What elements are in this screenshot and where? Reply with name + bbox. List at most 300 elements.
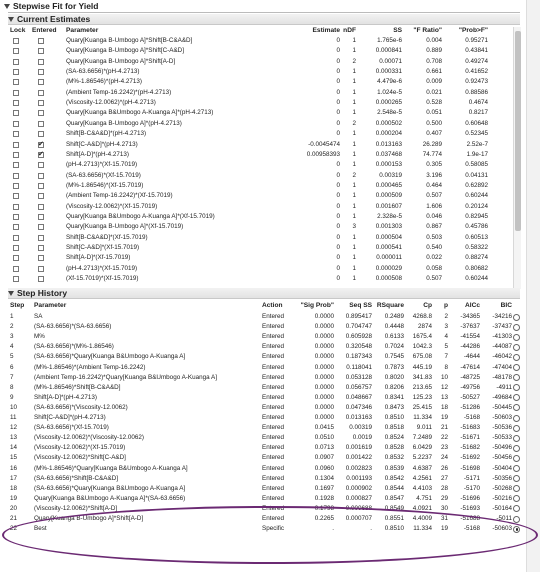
estimate-cell-p: 0.60648: [465, 119, 488, 127]
history-cell-step: 7: [10, 373, 14, 381]
history-cell-bic: -37437: [492, 323, 512, 331]
history-cell-p: 2: [444, 313, 448, 320]
entered-checkbox[interactable]: [38, 131, 44, 137]
lock-checkbox[interactable]: [13, 204, 19, 210]
lock-checkbox[interactable]: [13, 276, 19, 282]
estimate-cell-param[interactable]: Shift[A-D]*(pH-4.2713): [66, 150, 129, 158]
estimate-cell-param[interactable]: (M%-1.86546)*(Xf-15.7019): [66, 181, 144, 189]
estimate-row: [8, 98, 513, 108]
estimate-cell-param[interactable]: (Viscosity-12.0062)*(pH-4.2713): [66, 99, 156, 107]
history-cell-bic: -48178: [492, 373, 512, 381]
history-cell-sig: 0.1304: [314, 474, 334, 482]
estimate-cell-p: 0.58322: [465, 244, 488, 251]
history-cell-sig: 0.0000: [314, 383, 334, 391]
column-header-param[interactable]: Parameter: [66, 27, 99, 34]
estimate-cell-p: 0.8217: [468, 109, 488, 117]
history-row[interactable]: [8, 433, 522, 443]
history-cell-aicc: -51688: [460, 515, 480, 522]
step-select-radio[interactable]: [513, 435, 520, 442]
estimate-cell-ss: 0.000204: [375, 130, 402, 138]
history-cell-sig: 0.0510: [314, 434, 334, 442]
step-select-radio[interactable]: [513, 384, 520, 391]
history-cell-cp: 6.0429: [412, 444, 432, 452]
window-edge-scrollbar[interactable]: [526, 0, 540, 572]
history-cell-rsq: 0.7873: [384, 363, 404, 371]
history-cell-p: 4: [444, 333, 448, 341]
history-cell-p: 24: [440, 454, 448, 462]
step-history-header[interactable]: [8, 288, 520, 299]
history-row[interactable]: [8, 504, 522, 514]
history-cell-rsq: 0.2489: [384, 313, 404, 320]
estimate-cell-param[interactable]: Quary[Kuanga B-Umbogo A]*(Xf-15.7019): [66, 223, 184, 231]
history-cell-seqss: 0.053128: [345, 373, 372, 381]
entered-checkbox[interactable]: [38, 173, 44, 179]
estimate-cell-f: 0.528: [426, 99, 442, 107]
history-row[interactable]: [8, 373, 522, 383]
history-cell-seqss: 0.001193: [346, 474, 372, 482]
step-select-radio[interactable]: [513, 394, 520, 401]
section-title: Current Estimates: [17, 13, 91, 24]
history-cell-cp: 11.334: [413, 414, 432, 421]
estimate-cell-p: 0.82945: [465, 212, 488, 220]
entered-checkbox[interactable]: [38, 48, 44, 54]
history-cell-cp: 445.19: [412, 363, 432, 371]
lock-checkbox[interactable]: [13, 90, 19, 96]
estimate-cell-param[interactable]: (Ambient Temp-16.2242)*(Xf-15.7019): [66, 192, 173, 200]
history-cell-seqss: 0.000902: [345, 484, 372, 492]
history-cell-p: 8: [444, 363, 448, 371]
history-cell-param: (SA-63.6656)*Shift[B-C&A&D]: [34, 474, 118, 482]
column-header-f[interactable]: "F Ratio": [413, 27, 442, 34]
lock-checkbox[interactable]: [13, 48, 19, 54]
lock-checkbox[interactable]: [13, 121, 19, 127]
history-cell-aicc: -51683: [460, 424, 480, 432]
step-select-radio[interactable]: [513, 455, 520, 462]
history-row[interactable]: [8, 322, 522, 332]
estimate-cell-param[interactable]: Shift[C-A&D]*(pH-4.2713): [66, 140, 138, 148]
estimate-cell-ss: 0.000541: [375, 244, 402, 251]
estimate-cell-f: 0.046: [426, 212, 442, 220]
estimate-cell-p: 1.9e-17: [466, 150, 488, 158]
history-cell-cp: 4.6387: [412, 464, 432, 472]
step-select-radio[interactable]: [513, 425, 520, 432]
estimate-cell-ss: 0.000841: [375, 47, 402, 55]
step-select-radio[interactable]: [513, 505, 520, 512]
lock-checkbox[interactable]: [13, 224, 19, 230]
history-cell-cp: 11.334: [413, 525, 432, 533]
estimate-cell-estimate: 0: [336, 244, 340, 251]
estimate-cell-param[interactable]: (Ambient Temp-16.2242)*(pH-4.2713): [66, 88, 172, 96]
history-cell-rsq: 0.8524: [384, 434, 404, 442]
lock-checkbox[interactable]: [13, 193, 19, 199]
history-cell-seqss: 0.895417: [345, 313, 372, 320]
entered-checkbox[interactable]: [38, 121, 44, 127]
estimate-row: [8, 191, 513, 201]
history-cell-cp: 125.23: [412, 393, 432, 401]
estimate-row: [8, 160, 513, 170]
history-row[interactable]: [8, 342, 522, 352]
scrollbar-thumb[interactable]: [515, 31, 521, 231]
history-cell-cp: 4.751: [416, 494, 432, 502]
step-select-radio[interactable]: [513, 404, 520, 411]
column-header-sig[interactable]: "Sig Prob": [300, 302, 334, 309]
step-select-radio[interactable]: [513, 516, 520, 523]
estimate-row: [8, 222, 513, 232]
estimate-cell-estimate: 0: [336, 78, 340, 86]
estimate-cell-param[interactable]: (M%-1.86546)*(pH-4.2713): [66, 78, 142, 86]
estimate-cell-ndf: 1: [352, 161, 356, 169]
history-cell-sig: 0.0000: [314, 333, 334, 341]
estimate-cell-p: 0.45786: [465, 223, 488, 231]
estimate-row: [8, 67, 513, 77]
history-cell-p: 13: [440, 393, 448, 401]
history-cell-aicc: -49756: [460, 383, 480, 391]
estimate-cell-ss: 0.000508: [375, 275, 402, 283]
entered-checkbox[interactable]: [38, 204, 44, 210]
lock-checkbox[interactable]: [13, 69, 19, 75]
disclosure-triangle-icon[interactable]: [4, 4, 10, 9]
history-cell-cp: 2874: [417, 323, 432, 331]
history-cell-p: 3: [444, 323, 448, 331]
history-row[interactable]: [8, 363, 522, 373]
lock-checkbox[interactable]: [13, 173, 19, 179]
step-select-radio[interactable]: [513, 354, 520, 361]
history-cell-bic: -50533: [492, 434, 512, 442]
column-header-ndf[interactable]: nDF: [343, 27, 356, 34]
estimate-cell-param[interactable]: Quary[Kuanga B-Umbogo A]*(pH-4.2713): [66, 119, 182, 127]
column-header-seqss[interactable]: Seq SS: [349, 302, 372, 309]
column-header-rsq[interactable]: RSquare: [376, 302, 404, 309]
history-cell-step: 14: [10, 444, 18, 452]
history-cell-rsq: 0.8473: [384, 403, 404, 411]
history-cell-param: (Viscosity-12.0062)*(Xf-15.7019): [34, 444, 126, 452]
history-cell-param: Shift[C-A&D]*(pH-4.2713): [34, 414, 106, 421]
history-cell-step: 5: [10, 353, 14, 361]
history-cell-seqss: 0.047346: [345, 403, 372, 411]
history-cell-bic: -50445: [492, 403, 512, 411]
lock-checkbox[interactable]: [13, 142, 19, 148]
entered-checkbox[interactable]: [38, 142, 44, 148]
lock-checkbox[interactable]: [13, 38, 19, 44]
estimate-cell-ndf: 2: [352, 171, 356, 179]
step-select-radio[interactable]: [513, 465, 520, 472]
estimate-cell-f: 0.867: [426, 223, 442, 231]
step-select-radio[interactable]: [513, 324, 520, 331]
disclosure-triangle-icon[interactable]: [8, 17, 14, 22]
entered-checkbox[interactable]: [38, 162, 44, 168]
estimate-cell-ss: 0.001303: [375, 223, 402, 231]
history-cell-bic: -46042: [492, 353, 512, 361]
entered-checkbox[interactable]: [38, 100, 44, 106]
lock-checkbox[interactable]: [13, 245, 19, 251]
history-cell-param: Best: [34, 525, 47, 533]
history-cell-bic: -50216: [492, 494, 512, 502]
estimate-cell-estimate: 0: [336, 57, 340, 65]
history-cell-sig: 0.0000: [314, 343, 334, 351]
history-cell-bic: -4911: [496, 383, 512, 391]
history-row[interactable]: [8, 494, 522, 504]
lock-checkbox[interactable]: [13, 214, 19, 220]
estimate-cell-param[interactable]: Shift[C-A&D]*(Xf-15.7019): [66, 244, 140, 251]
history-cell-bic: -50496: [492, 444, 512, 452]
report-title-bar[interactable]: [0, 0, 520, 12]
entered-checkbox[interactable]: [38, 235, 44, 241]
history-cell-step: 20: [10, 504, 18, 512]
disclosure-triangle-icon[interactable]: [8, 291, 14, 296]
estimate-row: [8, 274, 513, 284]
history-cell-rsq: 0.7024: [384, 343, 404, 351]
entered-checkbox[interactable]: [38, 214, 44, 220]
history-cell-seqss: 0.013163: [345, 414, 372, 421]
entered-checkbox[interactable]: [38, 152, 44, 158]
history-cell-action: Entered: [262, 515, 285, 522]
estimate-cell-ndf: 1: [352, 78, 356, 86]
estimate-row: [8, 57, 513, 67]
history-cell-aicc: -5168: [463, 414, 480, 421]
estimate-cell-param[interactable]: Shift[A-D]*(Xf-15.7019): [66, 254, 131, 262]
history-cell-action: Entered: [262, 313, 285, 320]
history-cell-action: Entered: [262, 373, 285, 381]
column-header-entered[interactable]: Entered: [32, 27, 57, 34]
history-cell-seqss: 0.001619: [345, 444, 372, 452]
estimate-cell-ss: 2.548e-5: [377, 109, 402, 117]
history-cell-sig: 0.0000: [314, 323, 334, 331]
entered-checkbox[interactable]: [38, 193, 44, 199]
estimate-cell-param[interactable]: Quary[Kuanga B-Umbogo A]*Shift[B-C&A&D]: [66, 37, 193, 44]
history-cell-step: 18: [10, 484, 18, 492]
history-cell-aicc: -51693: [460, 504, 480, 512]
entered-checkbox[interactable]: [38, 38, 44, 44]
column-header-ss[interactable]: SS: [393, 27, 402, 34]
lock-checkbox[interactable]: [13, 79, 19, 85]
history-row[interactable]: [8, 383, 522, 393]
history-cell-step: 19: [10, 494, 18, 502]
history-cell-step: 8: [10, 383, 14, 391]
estimate-cell-ss: 0.000153: [375, 161, 402, 169]
step-select-radio[interactable]: [513, 495, 520, 502]
column-header-action[interactable]: Action: [262, 302, 283, 309]
history-cell-sig: 0.0415: [314, 424, 334, 432]
estimates-scrollbar[interactable]: [513, 27, 521, 289]
report-title: Stepwise Fit for Yield: [13, 1, 99, 11]
history-cell-step: 9: [10, 393, 14, 401]
history-cell-seqss: 0.000688: [345, 504, 372, 512]
history-cell-action: Entered: [262, 494, 285, 502]
step-select-radio[interactable]: [513, 344, 520, 351]
history-cell-step: 22: [10, 525, 18, 533]
estimate-cell-estimate: 0: [336, 254, 340, 262]
history-cell-seqss: 0.320548: [345, 343, 372, 351]
entered-checkbox[interactable]: [38, 224, 44, 230]
estimate-cell-f: 0.661: [426, 68, 442, 76]
step-select-radio[interactable]: [513, 485, 520, 492]
estimate-cell-estimate: 0: [336, 37, 340, 44]
lock-checkbox[interactable]: [13, 110, 19, 116]
history-row[interactable]: [8, 312, 522, 322]
estimate-cell-param[interactable]: (SA-63.6656)*(Xf-15.7019): [66, 171, 141, 179]
entered-checkbox[interactable]: [38, 69, 44, 75]
estimate-cell-p: 0.4674: [468, 99, 488, 107]
column-header-p[interactable]: p: [443, 302, 448, 309]
estimate-row: [8, 150, 513, 160]
lock-checkbox[interactable]: [13, 162, 19, 168]
history-cell-cp: 4.0921: [412, 504, 432, 512]
history-row[interactable]: [8, 393, 522, 403]
history-cell-step: 17: [10, 474, 18, 482]
history-cell-action: Entered: [262, 323, 285, 331]
column-header-p[interactable]: "Prob>F": [458, 27, 488, 34]
estimate-cell-param[interactable]: (pH-4.2713)*(Xf-15.7019): [66, 161, 138, 169]
history-cell-p: 28: [440, 484, 448, 492]
history-row[interactable]: [8, 484, 522, 494]
estimate-cell-param[interactable]: Quary[Kuanga B&Umbogo A-Kuanga A]*(pH-4.2713): [66, 109, 214, 117]
estimate-cell-param[interactable]: Quary[Kuanga B-Umbogo A]*Shift[C-A&D]: [66, 47, 184, 55]
history-cell-action: Entered: [262, 444, 285, 452]
history-cell-step: 11: [10, 414, 17, 421]
history-row[interactable]: [8, 423, 522, 433]
history-cell-cp: 5.2237: [412, 454, 432, 462]
estimate-row: [8, 77, 513, 87]
history-cell-param: SA: [34, 313, 43, 320]
estimate-cell-param[interactable]: Quary[Kuanga B-Umbogo A]*Shift[A-D]: [66, 57, 176, 65]
column-header-bic[interactable]: BIC: [500, 302, 512, 309]
history-cell-p: 30: [440, 504, 448, 512]
history-row[interactable]: [8, 352, 522, 362]
history-cell-param: (M%-1.86546)*(Ambient Temp-16.2242): [34, 363, 146, 371]
history-cell-aicc: -51698: [460, 464, 480, 472]
history-cell-bic: -5011: [496, 515, 512, 522]
estimate-cell-p: 0.60244: [465, 192, 488, 200]
history-cell-bic: -50603: [492, 414, 512, 421]
estimate-cell-p: 0.60244: [465, 275, 488, 283]
history-cell-step: 4: [10, 343, 14, 351]
estimate-cell-ss: 0.037468: [375, 150, 402, 158]
history-row[interactable]: [8, 453, 522, 463]
entered-checkbox[interactable]: [38, 90, 44, 96]
history-cell-bic: -50536: [492, 424, 512, 432]
entered-checkbox[interactable]: [38, 79, 44, 85]
history-row[interactable]: [8, 464, 522, 474]
history-row[interactable]: [8, 403, 522, 413]
history-cell-bic: -50603: [492, 525, 512, 533]
history-row[interactable]: [8, 524, 522, 534]
history-row[interactable]: [8, 443, 522, 453]
estimate-cell-p: 0.41652: [465, 68, 488, 76]
history-cell-bic: -47404: [492, 363, 512, 371]
history-cell-sig: 0.0000: [314, 363, 334, 371]
estimate-cell-param[interactable]: (Viscosity-12.0062)*(Xf-15.7019): [66, 202, 158, 210]
estimate-cell-param[interactable]: Shift[B-C&A&D]*(pH-4.2713): [66, 130, 147, 138]
entered-checkbox[interactable]: [38, 255, 44, 261]
estimate-cell-param[interactable]: Shift[B-C&A&D]*(Xf-15.7019): [66, 233, 148, 241]
estimate-cell-ndf: 1: [352, 150, 356, 158]
estimate-cell-param[interactable]: Quary[Kuanga B&Umbogo A-Kuanga A]*(Xf-15.7019): [66, 212, 215, 220]
estimate-cell-estimate: 0: [336, 171, 340, 179]
column-header-lock[interactable]: Lock: [10, 27, 26, 34]
estimate-cell-estimate: 0: [336, 119, 340, 127]
estimate-cell-param[interactable]: (SA-63.6656)*(pH-4.2713): [66, 68, 140, 76]
step-select-radio[interactable]: [513, 475, 520, 482]
estimate-cell-f: 0.004: [426, 37, 442, 44]
history-row[interactable]: [8, 514, 522, 524]
estimate-cell-f: 0.889: [426, 47, 442, 55]
history-row[interactable]: [8, 332, 522, 342]
estimate-row: [8, 181, 513, 191]
history-cell-sig: 0.0000: [314, 414, 334, 421]
column-header-aicc[interactable]: AICc: [464, 302, 480, 309]
history-cell-step: 2: [10, 323, 14, 331]
entered-checkbox[interactable]: [38, 276, 44, 282]
estimate-row: [8, 129, 513, 139]
estimate-cell-param[interactable]: (pH-4.2713)*(Xf-15.7019): [66, 264, 138, 272]
history-cell-action: Entered: [262, 434, 285, 442]
history-cell-param: (M%-1.86546)*Quary[Kuanga B&Umbogo A-Kuanga A]: [34, 464, 188, 472]
step-select-radio[interactable]: [513, 314, 520, 321]
lock-checkbox[interactable]: [13, 183, 19, 189]
history-cell-p: 5: [444, 343, 448, 351]
column-header-step[interactable]: Step: [10, 302, 25, 309]
estimate-cell-ss: 0.000331: [375, 68, 402, 76]
step-select-radio[interactable]: [513, 415, 520, 422]
lock-checkbox[interactable]: [13, 266, 19, 272]
history-cell-seqss: 0.118041: [346, 363, 372, 371]
column-header-estimate[interactable]: Estimate: [312, 27, 340, 34]
lock-checkbox[interactable]: [13, 235, 19, 241]
history-cell-cp: 1675.4: [412, 333, 432, 341]
history-cell-action: Specific: [262, 525, 285, 533]
history-cell-param: (Ambient Temp-16.2242)*Quary[Kuanga B&Umbogo A-Kuanga A]: [34, 373, 217, 381]
history-cell-aicc: -5170: [463, 484, 480, 492]
estimate-cell-ndf: 1: [352, 254, 356, 262]
entered-checkbox[interactable]: [38, 59, 44, 65]
current-estimates-header[interactable]: [8, 14, 520, 25]
estimate-cell-estimate: 0: [336, 264, 340, 272]
lock-checkbox[interactable]: [13, 59, 19, 65]
step-select-radio[interactable]: [513, 334, 520, 341]
estimate-cell-ndf: 1: [352, 264, 356, 272]
column-header-cp[interactable]: Cp: [423, 302, 432, 309]
estimate-cell-ss: 4.479e-6: [377, 78, 402, 86]
history-cell-aicc: -44286: [460, 343, 480, 351]
estimate-cell-ndf: 1: [352, 37, 356, 44]
entered-checkbox[interactable]: [38, 110, 44, 116]
history-row[interactable]: [8, 474, 522, 484]
estimate-cell-ndf: 1: [352, 88, 356, 96]
step-select-radio[interactable]: [513, 374, 520, 381]
estimate-cell-f: 0.058: [426, 264, 442, 272]
entered-checkbox[interactable]: [38, 245, 44, 251]
history-cell-aicc: -34365: [460, 313, 480, 320]
lock-checkbox[interactable]: [13, 131, 19, 137]
entered-checkbox[interactable]: [38, 183, 44, 189]
estimate-row: [8, 233, 513, 243]
estimate-cell-ss: 1.024e-5: [377, 88, 402, 96]
estimate-cell-p: 0.58085: [465, 161, 488, 169]
lock-checkbox[interactable]: [13, 152, 19, 158]
lock-checkbox[interactable]: [13, 255, 19, 261]
history-row[interactable]: [8, 413, 522, 423]
entered-checkbox[interactable]: [38, 266, 44, 272]
column-header-param[interactable]: Parameter: [34, 302, 67, 309]
estimate-cell-param[interactable]: (Xf-15.7019)*(Xf-15.7019): [66, 275, 139, 283]
history-cell-seqss: 0.002823: [345, 464, 372, 472]
step-select-radio[interactable]: [513, 364, 520, 371]
lock-checkbox[interactable]: [13, 100, 19, 106]
step-select-radio[interactable]: [513, 445, 520, 452]
estimate-cell-ss: 2.328e-5: [377, 212, 402, 220]
step-select-radio[interactable]: [513, 526, 520, 533]
history-cell-seqss: 0.000827: [345, 494, 372, 502]
